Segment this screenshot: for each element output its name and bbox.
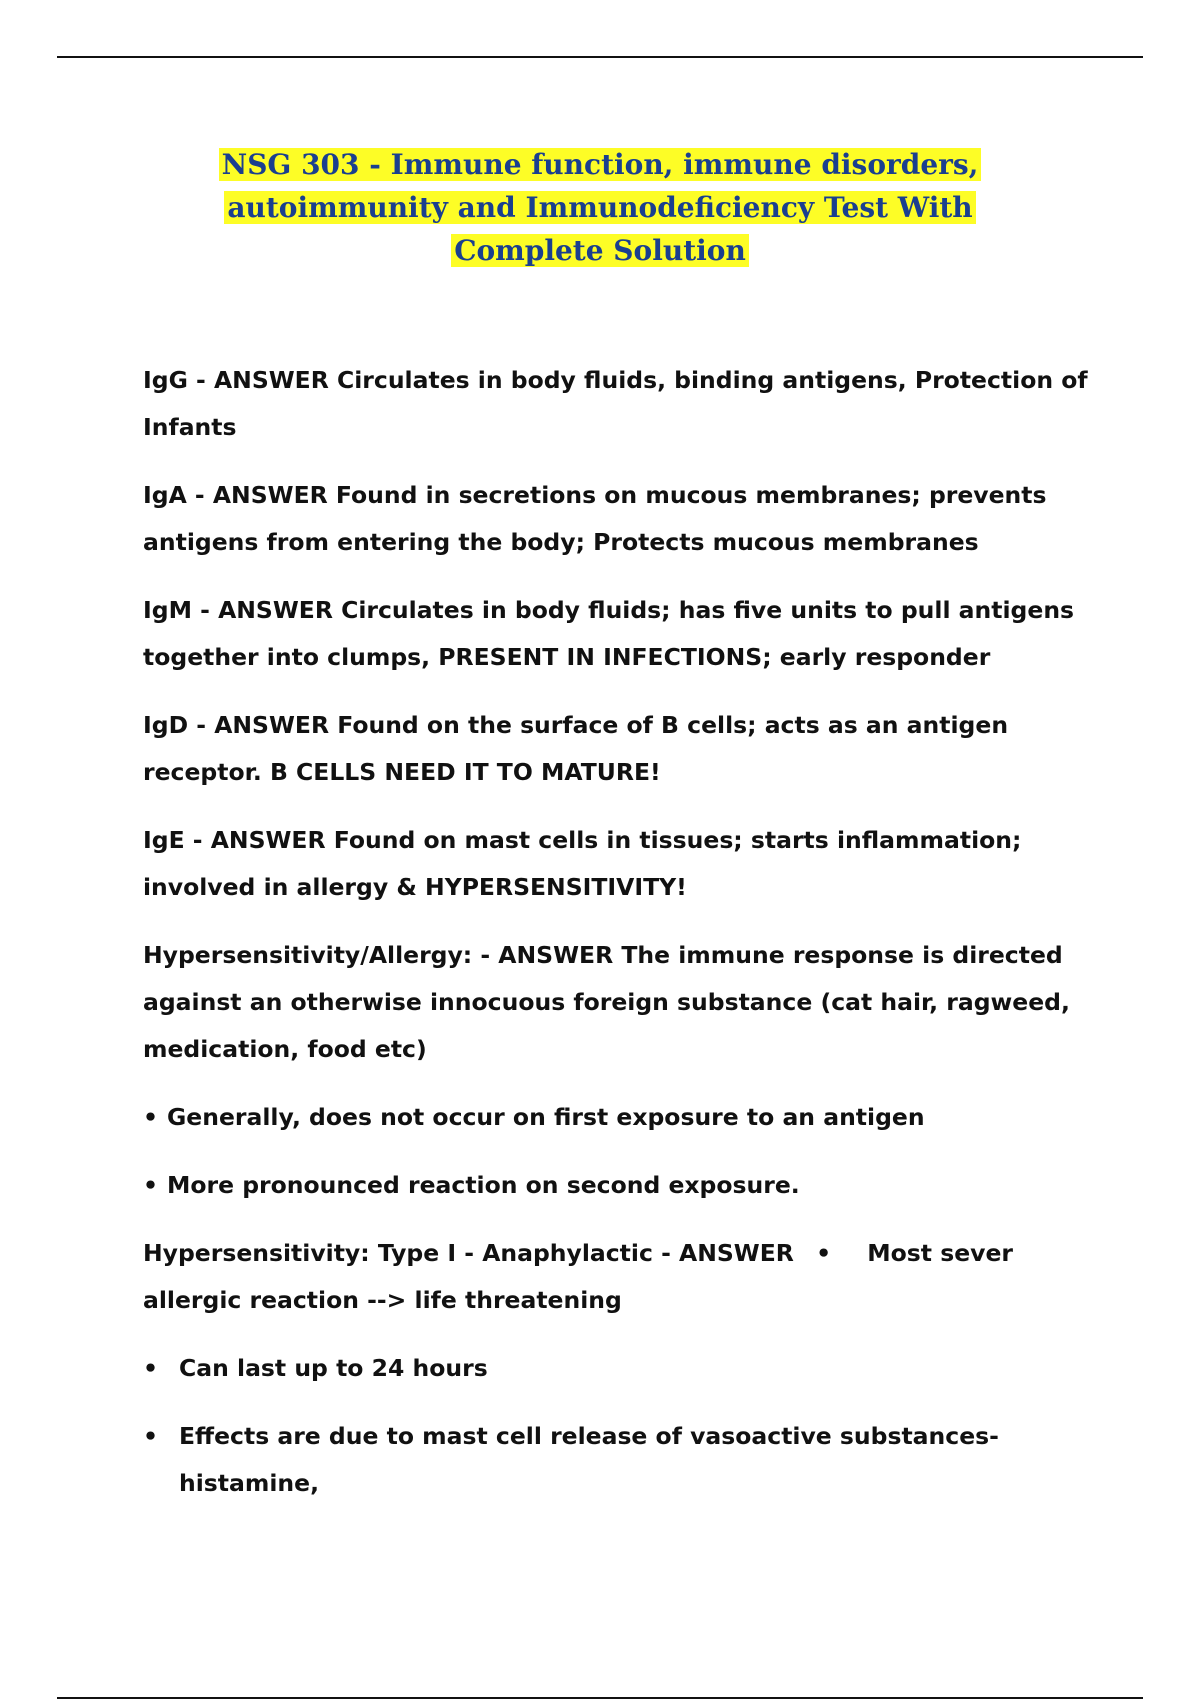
qa-entry-igd: IgD - ANSWER Found on the surface of B cells; acts as an antigen receptor. B CELLS NEED IT TO MATURE! (143, 711, 1009, 786)
list-item (143, 1162, 1103, 1209)
qa-entry-type1 (143, 1230, 1103, 1324)
qa-entry-ige: IgE - ANSWER Found on mast cells in tissues; starts inflammation; involved in allergy & HYPERSENSITIVITY! (143, 826, 1022, 901)
title-line-3: Complete Solution (451, 234, 749, 267)
qa-entry-iga: IgA - ANSWER Found in secretions on mucous membranes; prevents antigens from entering the body; Protects mucous membranes (143, 481, 1047, 556)
type1-answer: Most sever allergic reaction --> life threatening (143, 1239, 1013, 1314)
list-item-text: Effects are due to mast cell release of vasoactive substances-histamine, (179, 1422, 999, 1497)
header-rule (57, 56, 1143, 58)
list-item (143, 1094, 1103, 1141)
document-title (0, 143, 1200, 272)
bullet-icon: • (143, 1171, 159, 1199)
bullet-icon: • (143, 1103, 159, 1131)
footer-rule (57, 1697, 1143, 1699)
qa-entry-hypersensitivity: Hypersensitivity/Allergy: - ANSWER The immune response is directed against an otherwise innocuous foreign substance (cat hair, ragweed, medication, food etc) (143, 941, 1070, 1063)
document-body (143, 357, 1103, 1528)
bullet-icon: • (143, 1354, 159, 1382)
list-item (143, 1345, 1103, 1392)
bullet-icon: • (143, 1422, 159, 1450)
title-line-1: NSG 303 - Immune function, immune disorders, (219, 148, 982, 181)
list-item-text: More pronounced reaction on second exposure. (167, 1171, 800, 1199)
list-item-text: Can last up to 24 hours (179, 1354, 488, 1382)
qa-entry-igm: IgM - ANSWER Circulates in body fluids; has five units to pull antigens together into clumps, PRESENT IN INFECTIONS; early responder (143, 596, 1075, 671)
title-line-2: autoimmunity and Immunodeficiency Test With (224, 191, 975, 224)
type1-question: Hypersensitivity: Type I - Anaphylactic - ANSWER (143, 1239, 794, 1267)
qa-entry-igg: IgG - ANSWER Circulates in body fluids, binding antigens, Protection of Infants (143, 366, 1088, 441)
list-item-text: Generally, does not occur on first exposure to an antigen (167, 1103, 925, 1131)
list-item (143, 1413, 1103, 1507)
bullet-icon: • (816, 1239, 832, 1267)
